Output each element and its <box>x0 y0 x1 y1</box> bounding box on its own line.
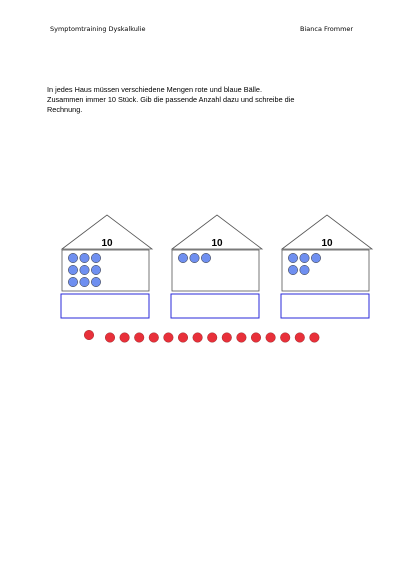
red-ball[interactable] <box>120 333 130 343</box>
red-ball[interactable] <box>149 333 159 343</box>
instruction-line-3: Rechnung. <box>47 104 83 114</box>
answer-box[interactable] <box>171 294 259 318</box>
red-ball[interactable] <box>280 333 290 343</box>
blue-ball <box>68 265 77 274</box>
blue-ball <box>190 253 199 262</box>
red-ball[interactable] <box>84 330 94 340</box>
house-number: 10 <box>211 238 223 249</box>
red-ball[interactable] <box>266 333 276 343</box>
blue-ball <box>91 265 100 274</box>
worksheet-title: Symptomtraining Dyskalkulie <box>50 25 146 33</box>
red-ball[interactable] <box>295 333 305 343</box>
instruction-line-2: Zusammen immer 10 Stück. Gib die passende Anzahl dazu und schreibe die <box>47 94 295 104</box>
house-1 <box>61 215 152 318</box>
blue-ball <box>300 265 309 274</box>
blue-ball <box>80 277 89 286</box>
blue-ball <box>80 265 89 274</box>
blue-ball <box>178 253 187 262</box>
blue-ball <box>300 253 309 262</box>
blue-ball <box>91 253 100 262</box>
blue-ball <box>91 277 100 286</box>
author-name: Bianca Frommer <box>300 25 354 33</box>
blue-ball <box>201 253 210 262</box>
red-ball[interactable] <box>178 333 188 343</box>
answer-box[interactable] <box>61 294 149 318</box>
red-ball-row <box>84 330 319 342</box>
answer-box[interactable] <box>281 294 369 318</box>
house-2 <box>171 215 262 318</box>
instruction-line-1: In jedes Haus müssen verschiedene Mengen rote und blaue Bälle. <box>47 85 262 94</box>
house-number: 10 <box>321 238 333 249</box>
blue-ball <box>68 253 77 262</box>
blue-ball <box>288 265 297 274</box>
house-number: 10 <box>101 238 113 249</box>
red-ball[interactable] <box>105 333 115 343</box>
red-ball[interactable] <box>237 333 247 343</box>
red-ball[interactable] <box>193 333 203 343</box>
blue-ball <box>311 253 320 262</box>
red-ball[interactable] <box>310 333 320 343</box>
blue-ball <box>80 253 89 262</box>
red-ball[interactable] <box>222 333 232 343</box>
blue-ball <box>68 277 77 286</box>
red-ball[interactable] <box>207 333 217 343</box>
blue-ball <box>288 253 297 262</box>
red-ball[interactable] <box>164 333 174 343</box>
red-ball[interactable] <box>134 333 144 343</box>
red-ball[interactable] <box>251 333 261 343</box>
house-3 <box>281 215 372 318</box>
